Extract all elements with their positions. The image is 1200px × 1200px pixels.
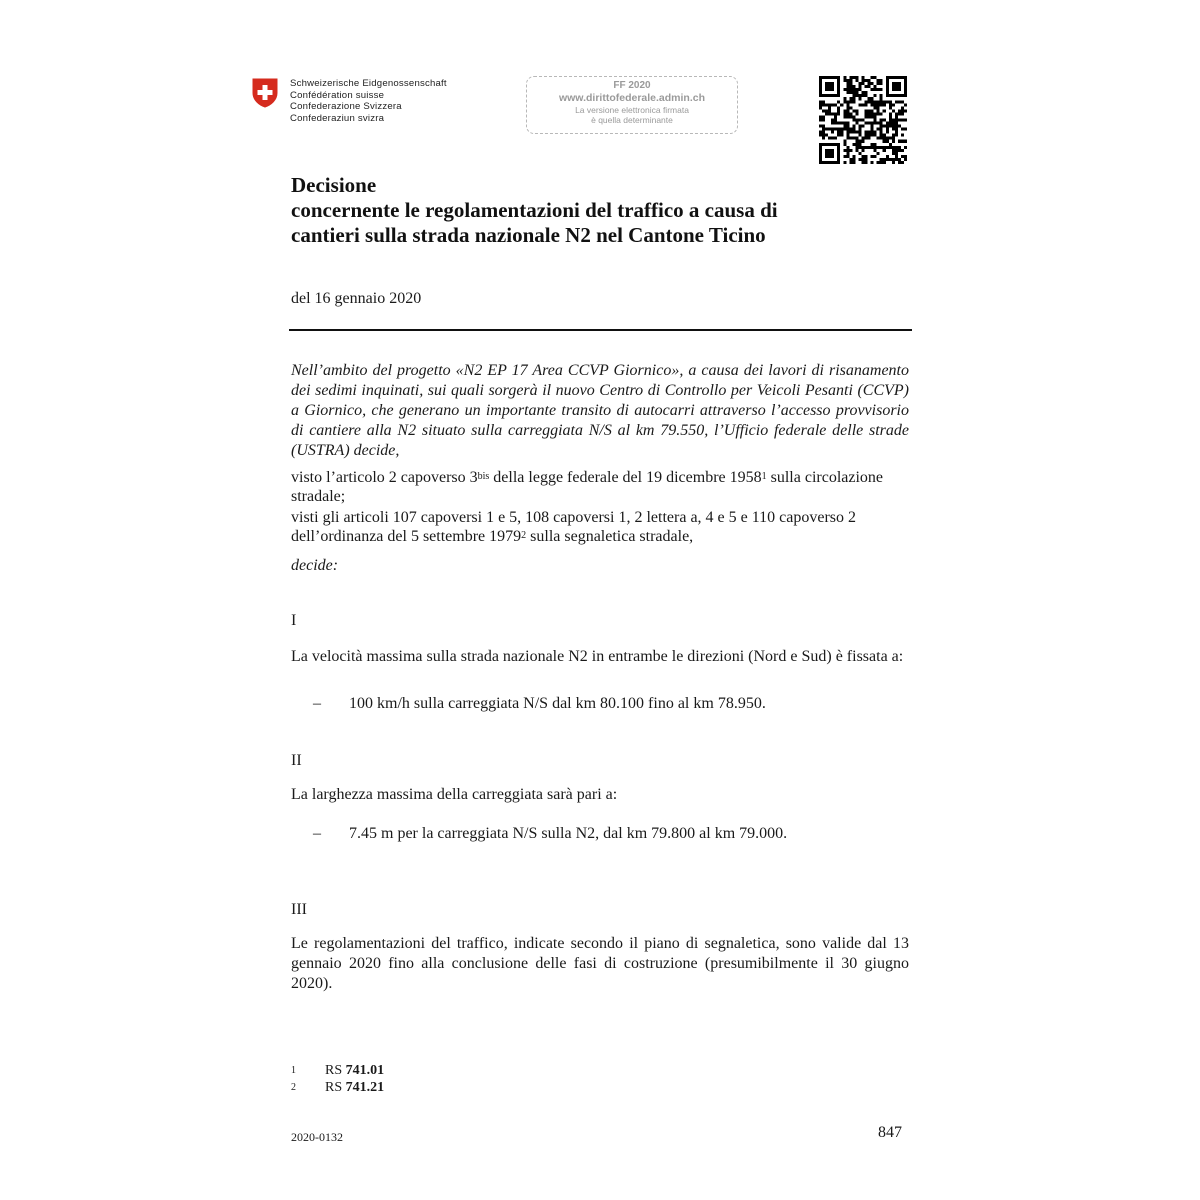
- footnote-1-number: 1: [291, 1065, 296, 1076]
- section-3-text: Le regolamentazioni del traffico, indicate secondo il piano di segnaletica, sono valide dal 13 gennaio 2020 fino alla conclusione delle fasi di costruzione (presumibilmente il 30 giugno 2020).: [291, 935, 909, 992]
- preamble-visto: [291, 468, 909, 506]
- footnote-1: [291, 1063, 384, 1079]
- list-dash: –: [313, 825, 321, 842]
- title-rule: [289, 329, 912, 331]
- stamp-note-1: La versione elettronica firmata: [575, 105, 689, 115]
- list-dash: –: [313, 695, 321, 712]
- section-1-item-text: 100 km/h sulla carreggiata N/S dal km 80.100 fino al km 78.950.: [349, 695, 766, 712]
- confederation-line-de: Schweizerische Eidgenossenschaft: [290, 78, 447, 89]
- visti-text-b: sulla segnaletica stradale,: [526, 528, 694, 545]
- confederation-names: [290, 78, 447, 124]
- visto-text-b: della legge federale del 19 dicembre 1958: [489, 469, 762, 486]
- document-number: 2020-0132: [291, 1130, 343, 1144]
- stamp-edition: FF 2020: [613, 80, 651, 91]
- visti-text-a: visti gli articoli 107 capoversi 1 e 5, 108 capoversi 1, 2 lettera a, 4 e 5 e 110 capoverso 2 dell’ordinanza del 5 settembre 1979: [291, 509, 857, 545]
- preamble-visti: [291, 508, 909, 546]
- footnote-2: [291, 1080, 384, 1096]
- footnote-2-number: 2: [291, 1082, 296, 1093]
- stamp-note-2: è quella determinante: [591, 115, 673, 125]
- swiss-coat-of-arms-icon: [252, 78, 278, 108]
- preamble-intro: Nell’ambito del progetto «N2 EP 17 Area CCVP Giornico», a causa dei lavori di risanamento dei sedimi inquinati, sui quali sorgerà il nuovo Centro di Controllo per Veicoli Pesanti (CCVP) a Giornico, che generano un importante transito di autocarri attraverso l’accesso provvisorio di cantiere alla N2 situato sulla carreggiata N/S al km 79.550, l’Ufficio federale delle strade (USTRA) decide,: [291, 362, 909, 459]
- confederation-line-it: Confederazione Svizzera: [290, 101, 402, 113]
- section-2-item-text: 7.45 m per la carreggiata N/S sulla N2, dal km 79.800 al km 79.000.: [349, 825, 788, 842]
- visto-sup: bis: [477, 471, 490, 482]
- title-line-1: Decisione: [291, 173, 377, 197]
- stamp-url[interactable]: www.dirittofederale.admin.ch: [558, 92, 706, 104]
- document-title: [291, 173, 931, 248]
- footnote-ref-2[interactable]: 2: [521, 530, 527, 541]
- section-numeral-2: II: [291, 752, 302, 769]
- document-date: del 16 gennaio 2020: [291, 290, 422, 307]
- footnote-2-ref[interactable]: 741.21: [345, 1080, 385, 1095]
- section-1-list-item: [313, 694, 909, 714]
- confederation-line-rm: Confederaziun svizra: [290, 112, 385, 124]
- publication-stamp: [526, 76, 738, 134]
- section-2-text: La larghezza massima della carreggiata sarà pari a:: [291, 786, 618, 803]
- section-1-text: La velocità massima sulla strada nazionale N2 in entrambe le direzioni (Nord e Sud) è fissata a:: [291, 648, 904, 665]
- section-numeral-1: I: [291, 612, 297, 629]
- title-line-2: concernente le regolamentazioni del traffico a causa di: [291, 198, 778, 222]
- page-number: 847: [878, 1124, 902, 1141]
- footnote-1-prefix: RS: [325, 1063, 346, 1078]
- footnote-2-prefix: RS: [325, 1080, 346, 1095]
- section-2-list-item: [313, 824, 909, 844]
- preamble-decide: decide:: [291, 557, 339, 574]
- confederation-line-fr: Confédération suisse: [290, 89, 385, 101]
- section-numeral-3: III: [291, 901, 307, 918]
- qr-code-icon: [819, 76, 907, 164]
- visto-text-a: visto l’articolo 2 capoverso 3: [291, 469, 478, 486]
- visto-text-c: sulla circolazione stradale;: [291, 469, 884, 505]
- title-line-3: cantieri sulla strada nazionale N2 nel Cantone Ticino: [291, 223, 766, 247]
- footnote-ref-1[interactable]: 1: [761, 471, 767, 482]
- footnote-1-ref[interactable]: 741.01: [345, 1063, 385, 1078]
